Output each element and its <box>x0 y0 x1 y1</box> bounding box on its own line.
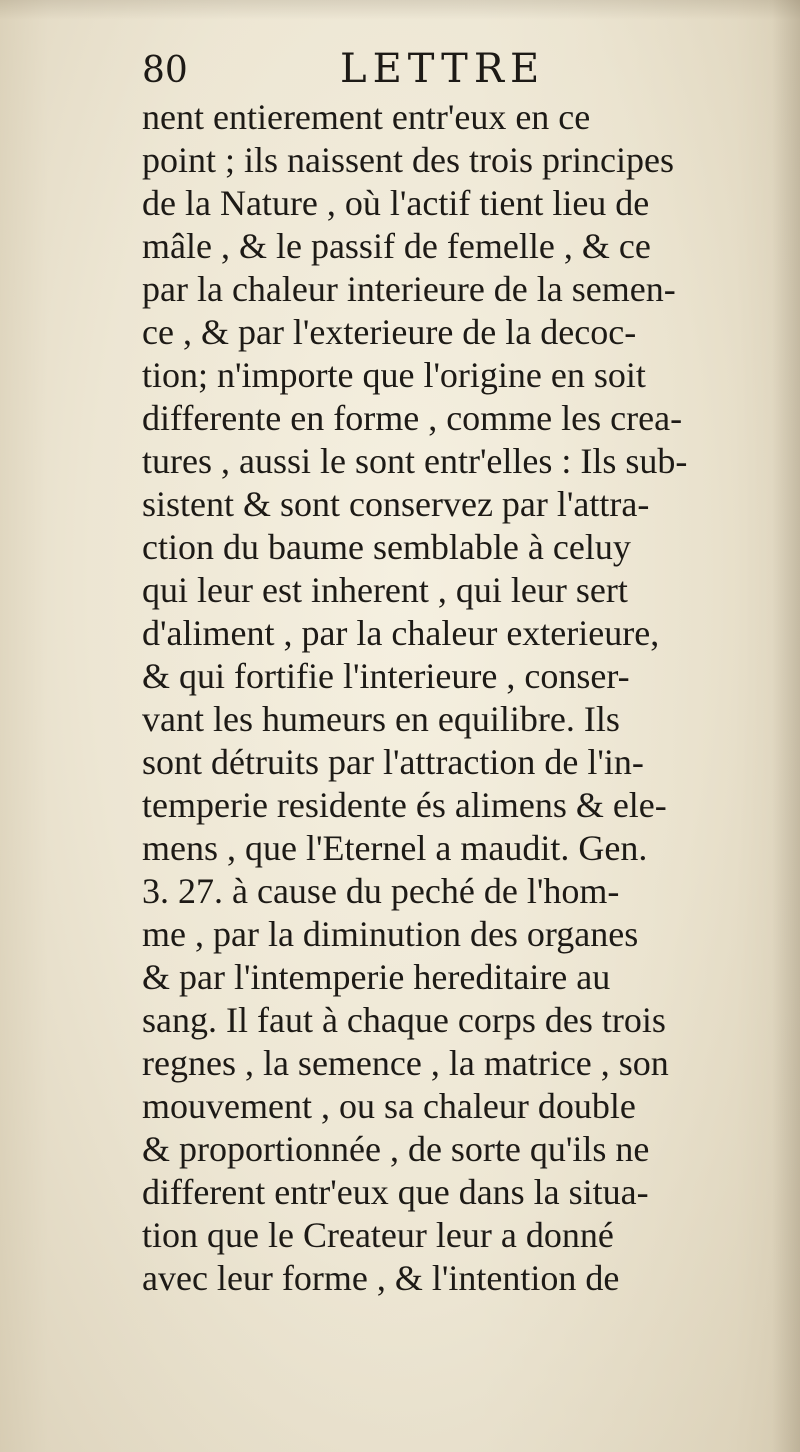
text-line: mouvement , ou sa chaleur double <box>142 1086 636 1126</box>
text-line: tion; n'importe que l'origine en soit <box>142 355 646 395</box>
text-line: different entr'eux que dans la situa- <box>142 1172 649 1212</box>
text-line: mâle , & le passif de femelle , & ce <box>142 226 651 266</box>
page-number: 80 <box>142 50 188 91</box>
running-title: LETTRE <box>340 46 546 92</box>
text-line: sang. Il faut à chaque corps des trois <box>142 1000 666 1040</box>
text-line: ce , & par l'exterieure de la decoc- <box>142 312 637 352</box>
text-line: de la Nature , où l'actif tient lieu de <box>142 183 650 223</box>
text-line: temperie residente és alimens & ele- <box>142 785 667 825</box>
text-line: 3. 27. à cause du peché de l'hom- <box>142 871 620 911</box>
text-line: regnes , la semence , la matrice , son <box>142 1043 669 1083</box>
text-line: par la chaleur interieure de la semen- <box>142 269 676 309</box>
text-line: differente en forme , comme les crea- <box>142 398 683 438</box>
text-line: d'aliment , par la chaleur exterieure, <box>142 613 660 653</box>
text-line: mens , que l'Eternel a maudit. Gen. <box>142 828 648 868</box>
text-line: & proportionnée , de sorte qu'ils ne <box>142 1129 650 1169</box>
page-header <box>142 44 756 104</box>
text-line: nent entierement entr'eux en ce <box>142 97 591 137</box>
page-top-shadow <box>0 0 800 20</box>
text-line: me , par la diminution des organes <box>142 914 639 954</box>
text-line: qui leur est inherent , qui leur sert <box>142 570 628 610</box>
text-line: & qui fortifie l'interieure , conser- <box>142 656 630 696</box>
text-line: & par l'intemperie hereditaire au <box>142 957 611 997</box>
text-line: tures , aussi le sont entr'elles : Ils sub- <box>142 441 688 481</box>
text-line: sistent & sont conservez par l'attra- <box>142 484 650 524</box>
text-line: vant les humeurs en equilibre. Ils <box>142 699 620 739</box>
text-line: sont détruits par l'attraction de l'in- <box>142 742 644 782</box>
text-line: avec leur forme , & l'intention de <box>142 1258 620 1298</box>
body-text <box>142 96 792 1300</box>
text-line: ction du baume semblable à celuy <box>142 527 631 567</box>
text-line: point ; ils naissent des trois principes <box>142 140 674 180</box>
text-line: tion que le Createur leur a donné <box>142 1215 614 1255</box>
